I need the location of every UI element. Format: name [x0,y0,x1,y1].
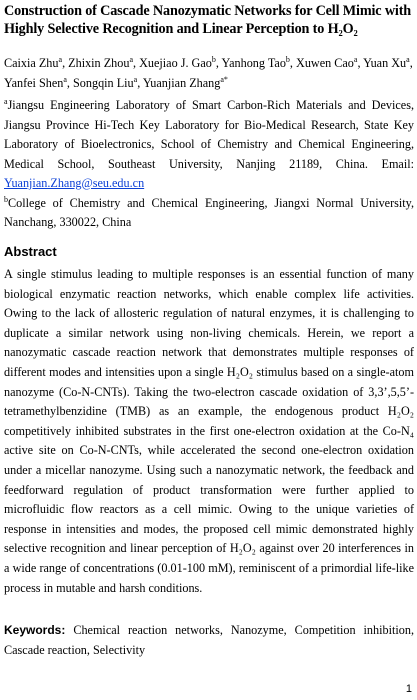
affiliation-a: $^a$Jiangsu Engineering Laboratory of Smart Carbon-Rich Materials and Devices, Jiangsu Province Hi-Tech Key Laboratory for Bio-Medical Research, State Key Laboratory of Bioelectronics, School of Chemistry and Chemical Engineering, Medical School, Southeast University, Nanjing 21189, China. Email: Yuanjian.Zhang@seu.edu.cn [4,96,414,190]
author: Xuwen Cao$^a$ [296,54,358,70]
author: Songqin Liu$^a$ [73,74,138,90]
author: Yanhong Tao$^b$ [221,54,290,70]
email-link[interactable]: Yuanjian.Zhang@seu.edu.cn [4,176,145,190]
page-number: 1 [405,683,412,695]
abstract-text: A single stimulus leading to multiple responses is an essential function of many biological enzymatic reaction networks, which enable complex life activities. Owing to the lack of allosteric regulation of natural enzymes, it is challenging to duplicate a similar network using non-living chemicals. Herein, we report a nanozymatic cascade reaction network that demonstrates multiple responses of different modes and intensities upon a single H₂O₂ stimulus based on a single-atom nanozyme (Co-N-CNTs). Taking the two-electron cascade oxidation of 3,3’,5,5’-tetramethylbenzidine (TMB) as an example, the endogenous product H₂O₂ competitively inhibited substrates in the first one-electron oxidation at the Co-N₄ active site on Co-N-CNTs, while accelerated the second one-electron oxidation under a micellar nanozyme. Using such a nanozymatic network, the feedback and feedforward regulation of product transformation were further applied to microfluidic flow reactors as a cell mimic. Owing to the unique varieties of response in intensities and modes, the proposed cell mimic demonstrated highly selective recognition and linear perception of H₂O₂ against over 20 interferences in a wide range of concentrations (0.01-100 mM), reminiscent of a primordial life-like process in mutable and harsh conditions. [4,267,414,595]
author: Yanfei Shen$^a$ [4,74,67,90]
author-list: Caixia Zhu$^a$, Zhixin Zhou$^a$, Xuejiao J. Gao$^b$, Yanhong Tao$^b$, Xuwen Cao$^a$, Yuan Xu$^a$, Yanfei Shen$^a$, Songqin Liu$^a$, Yuanjian Zhang$^{a*}$ [4,54,413,90]
author: Xuejiao J. Gao$^b$ [139,54,216,70]
author: Yuanjian Zhang$^{a*}$ [142,74,228,90]
author: Zhixin Zhou$^a$ [68,54,133,70]
keywords-list: Chemical reaction networks, Nanozyme, Competition inhibition, Cascade reaction, Selectivity [4,623,414,657]
author: Caixia Zhu$^a$ [4,54,63,70]
abstract-heading: Abstract [4,244,57,259]
keywords [4,621,414,660]
paper-title: Construction of Cascade Nanozymatic Networks for Cell Mimic with Highly Selective Recognition and Linear Perception to H₂O₂ [4,3,412,37]
keywords-label: Keywords: [4,623,66,637]
author: Yuan Xu$^a$ [363,54,410,70]
affiliations [4,96,414,233]
affiliation-b: $^b$College of Chemistry and Chemical Engineering, Jiangxi Normal University, Nanchang, 330022, China [4,194,414,229]
